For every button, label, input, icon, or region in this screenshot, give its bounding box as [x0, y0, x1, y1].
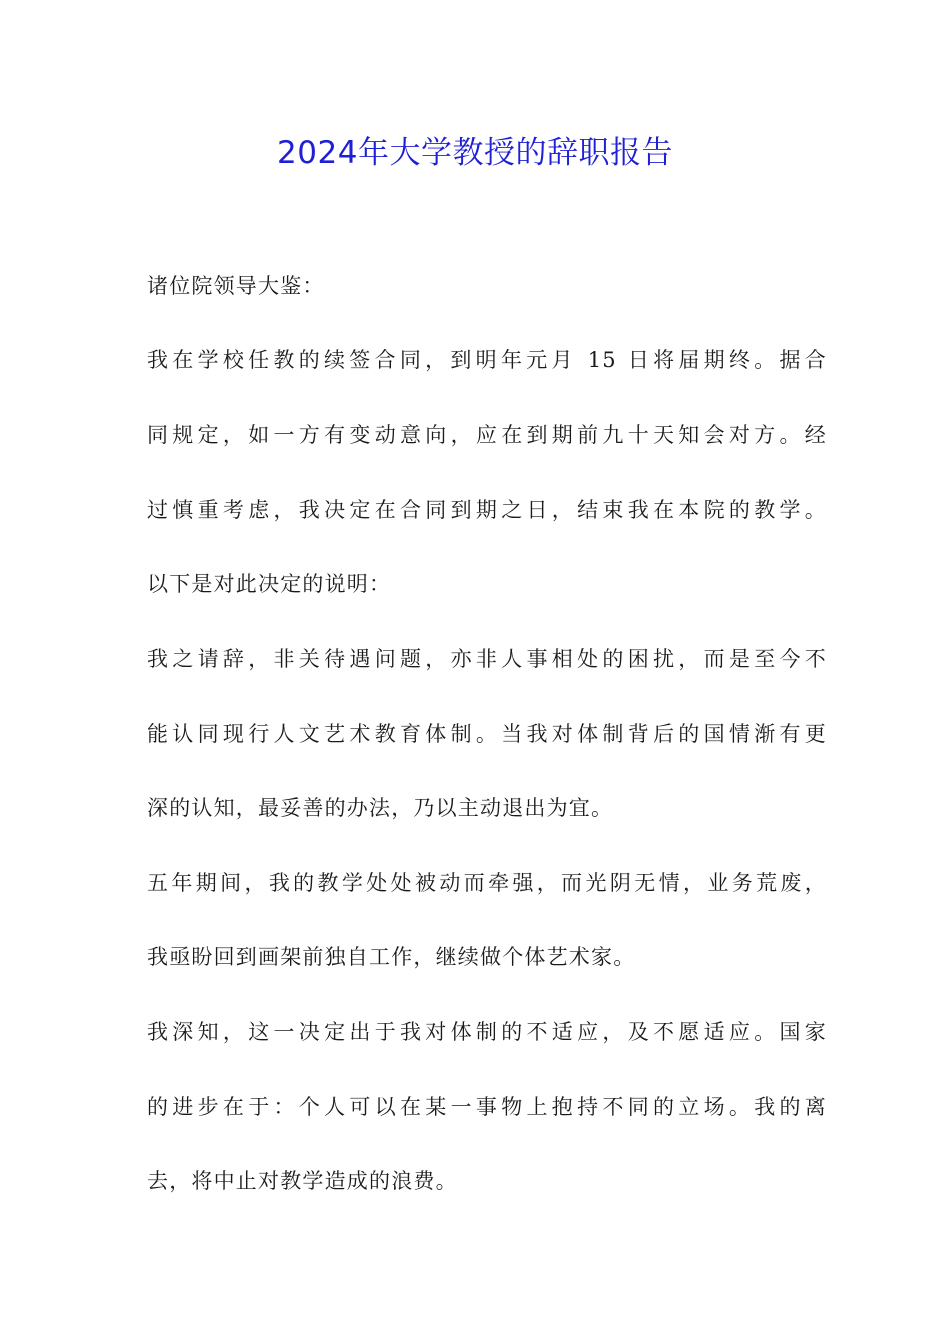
salutation: 诸位院领导大鉴： — [147, 274, 325, 298]
paragraph-line: 我在学校任教的续签合同，到明年元月 15 日将届期终。据合 — [147, 348, 827, 372]
paragraph-line: 五年期间，我的教学处处被动而牵强，而光阴无情，业务荒废， — [147, 871, 827, 895]
paragraph-line: 同规定，如一方有变动意向，应在到期前九十天知会对方。经 — [147, 423, 827, 447]
paragraph-line: 我深知，这一决定出于我对体制的不适应，及不愿适应。国家 — [147, 1020, 827, 1044]
paragraph-line: 我亟盼回到画架前独自工作，继续做个体艺术家。 — [147, 945, 636, 969]
paragraph-line: 去，将中止对教学造成的浪费。 — [147, 1169, 458, 1193]
paragraph-line: 的进步在于：个人可以在某一事物上抱持不同的立场。我的离 — [147, 1095, 827, 1119]
paragraph-line: 以下是对此决定的说明： — [147, 572, 392, 596]
paragraph-line: 深的认知，最妥善的办法，乃以主动退出为宜。 — [147, 796, 614, 820]
document-title: 2024年大学教授的辞职报告 — [277, 135, 673, 171]
paragraph-line: 我之请辞，非关待遇问题，亦非人事相处的困扰，而是至今不 — [147, 647, 827, 671]
paragraph-line: 过慎重考虑，我决定在合同到期之日，结束我在本院的教学。 — [147, 498, 827, 522]
paragraph-line: 能认同现行人文艺术教育体制。当我对体制背后的国情渐有更 — [147, 722, 827, 746]
